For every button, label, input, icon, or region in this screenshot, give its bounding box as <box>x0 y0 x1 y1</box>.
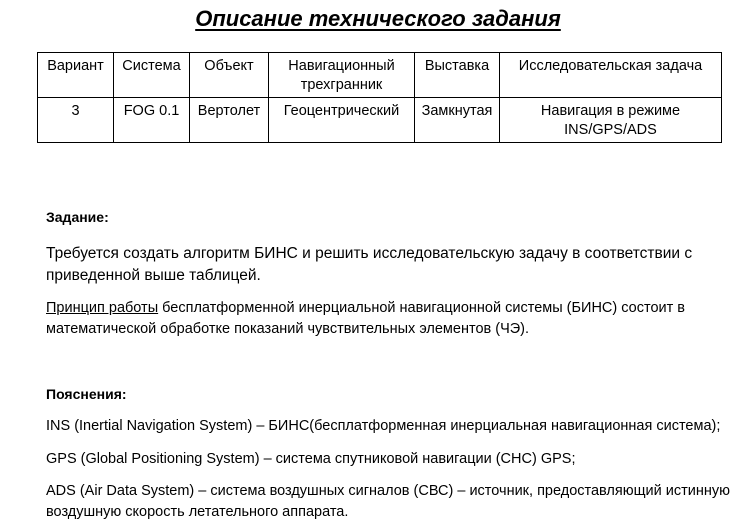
cell-object: Вертолет <box>190 98 269 143</box>
task-heading: Задание: <box>46 209 109 225</box>
header-research-task: Исследовательская задача <box>500 53 722 98</box>
principle-text: бесплатформенной инерциальной навигационной системы (БИНС) состоит в математической обработке показаний чувствительных элементов (ЧЭ). <box>46 300 685 337</box>
cell-variant: 3 <box>38 98 114 143</box>
header-variant: Вариант <box>38 53 114 98</box>
header-system: Система <box>114 53 190 98</box>
cell-research-task: Навигация в режиме INS/GPS/ADS <box>500 98 722 143</box>
note-ads: ADS (Air Data System) – система воздушных сигналов (СВС) – источник, предоставляющий истинную воздушную скорость летательного аппарата. <box>46 483 730 520</box>
document-title: Описание технического задания <box>195 6 561 31</box>
specification-table <box>37 52 722 143</box>
cell-alignment: Замкнутая <box>415 98 500 143</box>
note-ins: INS (Inertial Navigation System) – БИНС(бесплатформенная инерциальная навигационная система); <box>46 418 721 434</box>
header-alignment: Выставка <box>415 53 500 98</box>
principle-link: Принцип работы <box>46 300 159 316</box>
header-object: Объект <box>190 53 269 98</box>
cell-system: FOG 0.1 <box>114 98 190 143</box>
principle-paragraph <box>46 298 736 340</box>
notes-heading: Пояснения: <box>46 386 127 402</box>
table-header-row <box>38 53 722 98</box>
note-gps: GPS (Global Positioning System) – система спутниковой навигации (СНС) GPS; <box>46 451 576 467</box>
header-nav-frame: Навигационный трехгранник <box>269 53 415 98</box>
table-row <box>38 98 722 143</box>
cell-nav-frame: Геоцентрический <box>269 98 415 143</box>
task-text: Требуется создать алгоритм БИНС и решить исследовательскую задачу в соответствии с приведенной выше таблицей. <box>46 245 693 284</box>
